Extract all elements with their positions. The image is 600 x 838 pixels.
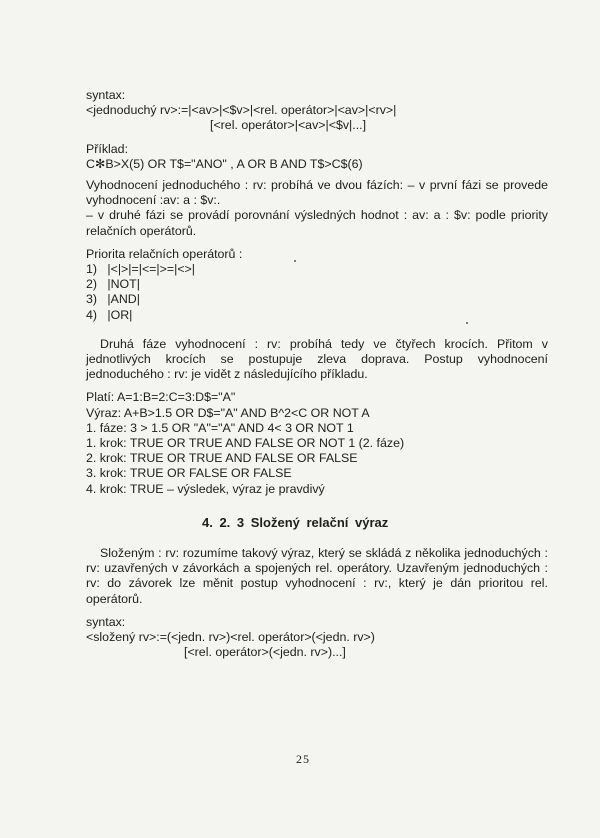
- paragraph-text: – v druhé fázi se provádí porovnání výsledných hodnot : av: a : $v: podle priority relačních operátorů.: [86, 208, 548, 238]
- paragraph-text: Vyhodnocení jednoduchého : rv: probíhá ve dvou fázích: – v první fázi se provede vyhodnocení :av: a : $v:.: [86, 178, 548, 208]
- example-line: 1. krok: TRUE OR TRUE AND FALSE OR NOT 1 (2. fáze): [86, 436, 405, 451]
- speck: [294, 260, 296, 262]
- speck: [466, 322, 468, 324]
- priority-label: Priorita relačních operátorů :: [86, 246, 243, 261]
- example-line: Výraz: A+B>1.5 OR D$="A" AND B^2<C OR NOT A: [86, 405, 370, 420]
- list-item: 1) |<|>|=|<=|>=|<>|: [86, 262, 196, 277]
- list-item: 4) |OR|: [86, 307, 133, 322]
- paragraph: Druhá fáze vyhodnocení : rv: probíhá tedy ve čtyřech krocích. Přitom v jednotlivých krocích se postupuje zleva doprava. Postup vyhodnocení jednoduchého : rv: je vidět z následujícího příkladu.: [86, 336, 548, 382]
- example-line: 4. krok: TRUE – výsledek, výraz je pravdivý: [86, 481, 325, 496]
- example-label: Příklad:: [86, 141, 129, 156]
- syntax-line: [<rel. operátor>(<jedn. rv>)...]: [184, 645, 346, 660]
- document-page: [86, 88, 548, 661]
- example-line: 1. fáze: 3 > 1.5 OR "A"="A" AND 4< 3 OR NOT 1: [86, 420, 354, 435]
- priority-list: [86, 262, 548, 323]
- syntax-label: syntax:: [86, 88, 126, 102]
- example-line: 2. krok: TRUE OR TRUE AND FALSE OR FALSE: [86, 451, 358, 466]
- syntax-line: [<rel. operátor>|<av>|<$v|...]: [210, 118, 367, 133]
- paragraph: Složeným : rv: rozumíme takový výraz, který se skládá z několika jednoduchých : rv: uzavřených v závorkách a spojených rel. operátory. Uzavřeným jednoduchých : rv: do závorek lze měnit postup vyhodnocení : rv:, který je dán prioritou rel. operátorů.: [86, 546, 548, 606]
- section-heading: 4. 2. 3 Složený relační výraz: [202, 514, 389, 530]
- example-line: Platí: A=1:B=2:C=3:D$="A": [86, 390, 236, 405]
- syntax-line: <složený rv>:=(<jedn. rv>)<rel. operátor>(<jedn. rv>): [86, 630, 375, 645]
- syntax-line: <jednoduchý rv>:=|<av>|<$v>|<rel. operátor>|<av>|<rv>|: [86, 103, 397, 118]
- evaluation-example: [86, 390, 548, 496]
- syntax-label: syntax:: [86, 614, 126, 629]
- page-number: 25: [296, 752, 310, 766]
- paragraph: [86, 178, 548, 239]
- example-line: C✻B>X(5) OR T$="ANO" , A OR B AND T$>C$(6): [86, 156, 363, 171]
- example-line: 3. krok: TRUE OR FALSE OR FALSE: [86, 466, 292, 481]
- list-item: 2) |NOT|: [86, 277, 140, 292]
- list-item: 3) |AND|: [86, 292, 140, 307]
